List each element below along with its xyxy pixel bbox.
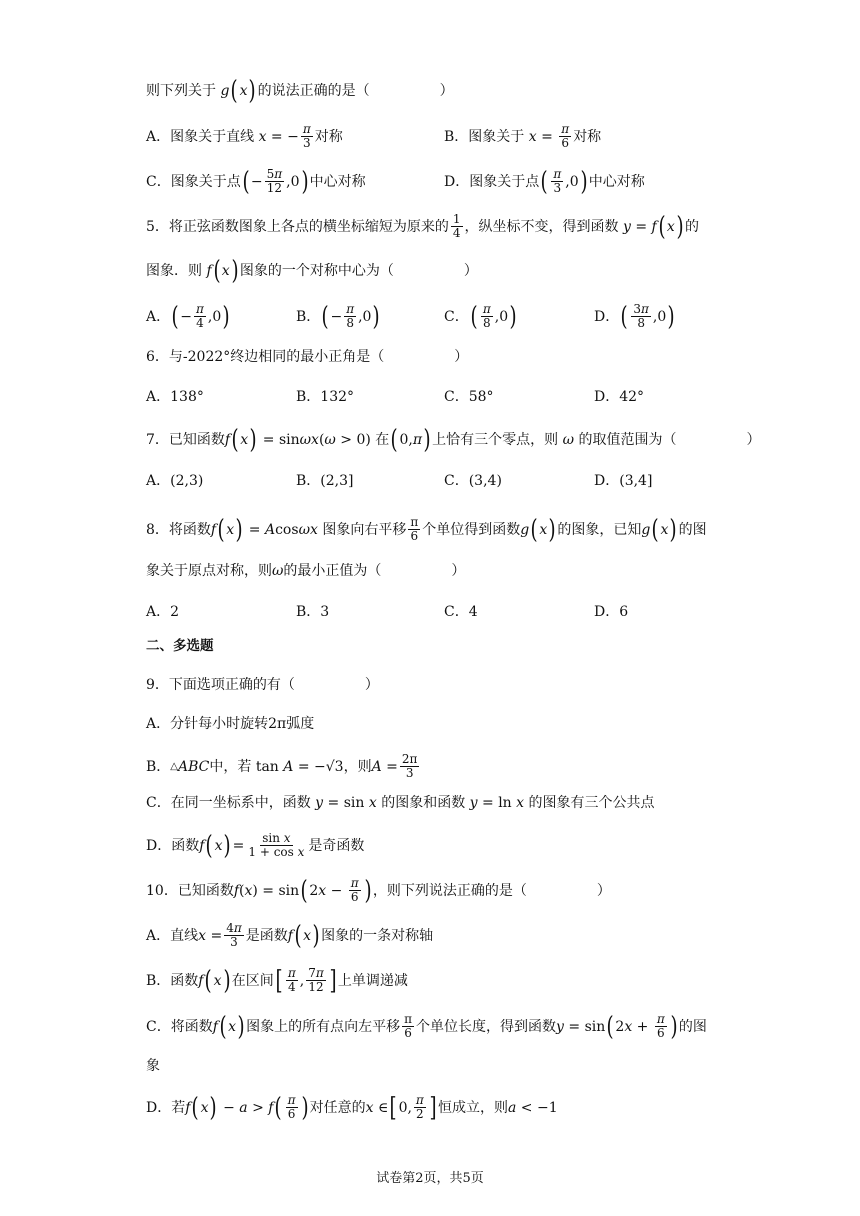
- q8-stem: 8．将函数 f ( x ) = A cos ωx 图象向右平移 $\frac{\pi}{6}$ 个单位得到函数 g ( x ) 的图象，已知 g ( x ) 的图: [146, 514, 707, 545]
- q9-option-d: D．函数 f ( x ) = $\frac{\text{sin x}}{\text{1 + cos x}}$ 是奇函数: [146, 830, 365, 861]
- q5-option-d: D． ( $\frac{3\pi}{8}$ ,0 ): [594, 301, 675, 332]
- q7-option-d: D． (3,4]: [594, 473, 653, 489]
- q7-option-b: B． (2,3]: [296, 473, 354, 489]
- q9-option-c: C．在同一坐标系中，函数 y = sin x 的图象和函数 y = ln x 的图象有三个公共点: [146, 795, 655, 811]
- page-footer: 试卷第2页，共5页: [376, 1171, 484, 1186]
- q9-stem: 9．下面选项正确的有（ ）: [146, 677, 379, 693]
- q10-option-d: D．若 f ( x ) − a > f ( $\frac{\pi}{6}$ ) 对任意的 x ∈ [ 0, $\frac{\pi}{2}$ ] 恒成立，则 a < −1: [146, 1092, 558, 1123]
- q10-option-b: B．函数 f ( x ) 在区间 [ $\frac{\pi}{4}$ , $\frac{7\pi}{12}$ ] 上单调递减: [146, 965, 408, 996]
- q5-option-a: A． ( − $\frac{\pi}{4}$ ,0 ): [146, 301, 230, 332]
- q5-option-b: B． ( − $\frac{\pi}{8}$ ,0 ): [296, 301, 381, 332]
- q4-option-a: A． 图象关于直线 x = − $\frac{\pi}{3}$ 对称: [146, 122, 343, 150]
- q4-option-d: D． 图象关于点 ( $\frac{\pi}{3}$ ,0 ) 中心对称: [444, 166, 645, 197]
- q9-option-b: B． △ ABC 中，若 tan A = −√3 ，则 A = $\frac{2\pi}{3}$: [146, 752, 418, 780]
- q4-option-c: C． 图象关于点 ( − $\frac{5\pi}{12}$ ,0 ) 中心对称: [146, 166, 366, 197]
- q5-stem: 5．将正弦函数图象上各点的横坐标缩短为原来的 $\frac{1}{4}$ ，纵坐标不变，得到函数 y = f ( x ) 的: [146, 211, 699, 242]
- q10-stem: 10．已知函数 f ( x ) = sin ( 2 x − $\frac{\pi}{6}$ ) ，则下列说法正确的是（ ）: [146, 875, 611, 906]
- q10-option-c: C．将函数 f ( x ) 图象上的所有点向左平移 $\frac{\pi}{6}$ 个单位长度，得到函数 y = sin ( 2 x + $\frac{\pi}{6}$ ) 的图: [146, 1011, 707, 1042]
- q4-stem: 则下列关于 g ( x ) 的说法正确的是（ ）: [146, 76, 454, 106]
- q7-stem: 7．已知函数 f ( x ) = sin ωx ( ω > 0) 在 ( 0, π ) 上恰有三个零点，则 ω 的取值范围为（ ）: [146, 425, 761, 455]
- q6-option-c: C． 58°: [444, 389, 494, 405]
- q7-option-a: A． (2,3): [146, 473, 204, 489]
- q6-option-b: B． 132°: [296, 389, 355, 405]
- q5-option-c: C． ( $\frac{\pi}{8}$ ,0 ): [444, 301, 517, 332]
- q8-option-a: A． 2: [146, 604, 180, 620]
- q10-option-c-line2: 象: [146, 1058, 160, 1074]
- q8-option-b: B． 3: [296, 604, 330, 620]
- q6-stem: 6．与-2022°终边相同的最小正角是（ ）: [146, 349, 469, 365]
- q6-option-a: A． 138°: [146, 389, 204, 405]
- q6-option-d: D． 42°: [594, 389, 645, 405]
- q5-stem-line2: 图象．则 f ( x ) 图象的一个对称中心为（ ）: [146, 256, 478, 286]
- section-heading-multi-choice: 二、多选题: [146, 638, 214, 654]
- q7-option-c: C． (3,4): [444, 473, 502, 489]
- q9-option-a: A．分针每小时旋转2π弧度: [146, 716, 315, 732]
- q8-option-c: C． 4: [444, 604, 478, 620]
- q10-option-a: A．直线 x = $\frac{4\pi}{3}$ 是函数 f ( x ) 图象的一条对称轴: [146, 920, 434, 951]
- q4-option-b: B． 图象关于 x = $\frac{\pi}{6}$ 对称: [444, 122, 602, 150]
- q8-option-d: D． 6: [594, 604, 629, 620]
- q8-stem-line2: 象关于原点对称，则 ω 的最小正值为（ ）: [146, 563, 466, 579]
